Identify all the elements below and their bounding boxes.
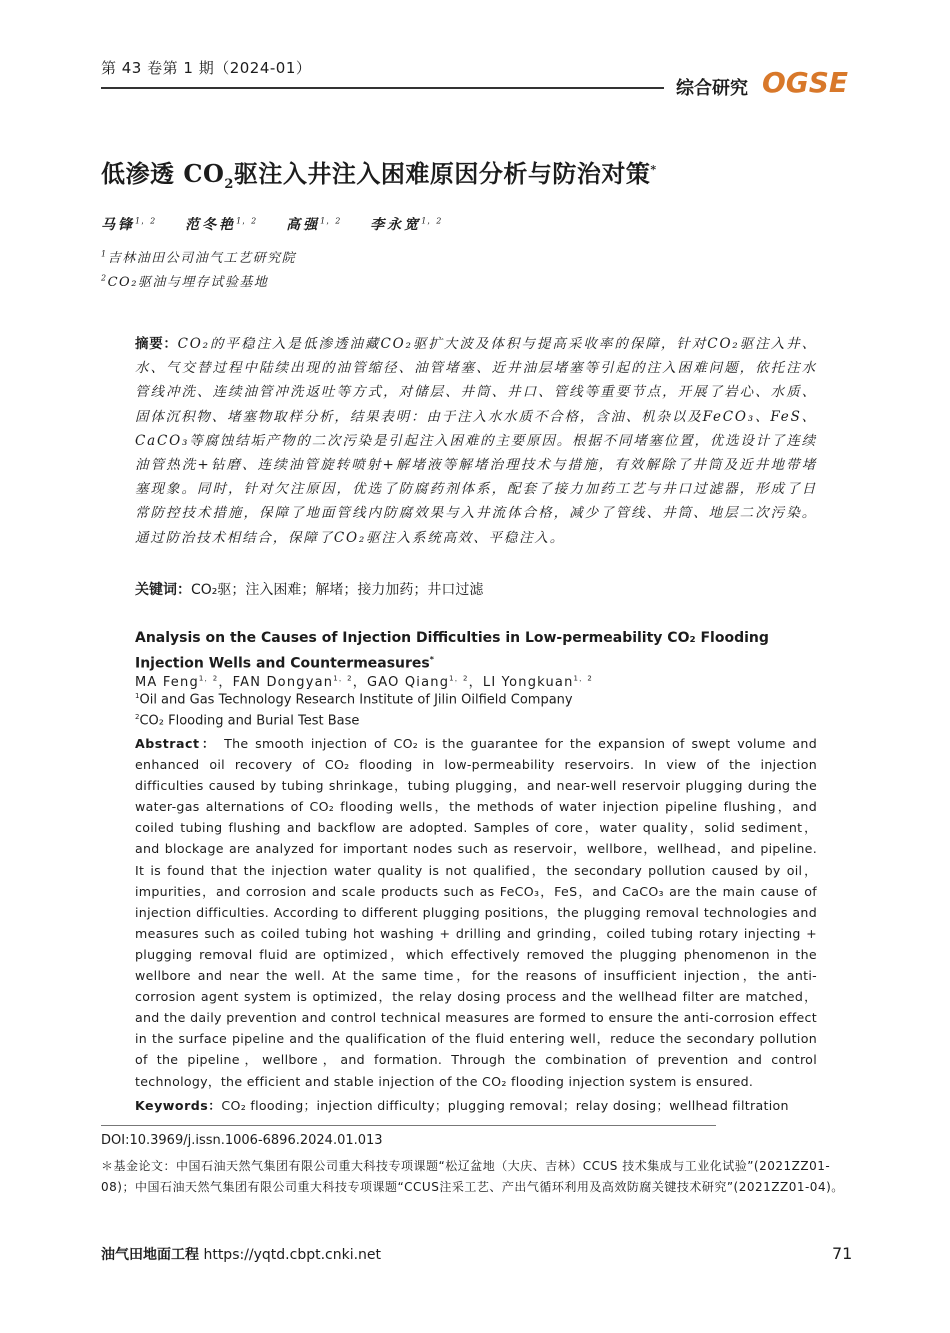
abstract-cn-text: CO₂的平稳注入是低渗透油藏CO₂驱扩大波及体积与提高采收率的保障，针对CO₂驱注入井、水、气交替过程中陆续出现的油管缩径、油管堵塞、近井油层堵塞等引起的注入困难问题，依托注水管线冲洗、连续油管冲洗返吐等方式，对储层、井筒、井口、管线等重要节点，开展了岩心、水质、固体沉积物、堵塞物取样分析，结果表明：由于注入水水质不合格，含油、机杂以及FeCO₃、FeS、CaCO₃等腐蚀结垢产物的二次污染是引起注入困难的主要原因。根据不同堵塞位置，优选设计了连续油管热洗+钻磨、连续油管旋转喷射+解堵液等解堵治理技术与措施，有效解除了井筒及近井地带堵塞现象。同时，针对欠注原因，优选了防腐药剂体系，配套了接力加药工艺与井口过滤器，形成了日常防控技术措施，保障了地面管线内防腐效果与入井流体合格，减少了管线、井筒、地层二次污染。通过防治技术相结合，保障了CO₂驱注入系统高效、平稳注入。: [135, 336, 818, 546]
journal-url[interactable]: https://yqtd.cbpt.cnki.net: [203, 1247, 382, 1263]
page-title: [101, 154, 657, 192]
abstract-en: [135, 733, 817, 1092]
journal-name: 油气田地面工程: [101, 1247, 199, 1263]
funding-note: ＊基金论文：中国石油天然气集团有限公司重大科技专项课题“松辽盆地（大庆、吉林）CCUS 技术集成与工业化试验”(2021ZZ01-08)；中国石油天然气集团有限公司重大科技专项课题“CCUS注采工艺、产出气循环利用及高效防腐关键技术研究”(2021ZZ01-04)。: [101, 1159, 844, 1194]
english-affiliation-1: $^1$Oil and Gas Technology Research Institute of Jilin Oilfield Company: [135, 692, 573, 708]
english-title: Analysis on the Causes of Injection Difficulties in Low-permeability CO₂ Flooding Injection Wells and Countermeasures*: [135, 630, 769, 672]
footer-journal: [101, 1244, 381, 1264]
author: MA Feng$^{1,2}$，: [135, 674, 233, 690]
title-sub: 2: [224, 176, 234, 192]
footnote-rule: [101, 1125, 716, 1126]
author: 马锋$^{1,2}$: [101, 216, 157, 233]
title-part1: 低渗透 CO: [101, 159, 225, 188]
page-number: 71: [832, 1244, 853, 1263]
abstract-en-label: Abstract：: [135, 736, 218, 751]
author-list: [101, 214, 466, 234]
author: GAO Qiang$^{1,2}$，: [366, 674, 483, 690]
english-author-list: [135, 671, 593, 690]
doi[interactable]: DOI:10.3969/j.issn.1006-6896.2024.01.013: [101, 1133, 383, 1148]
title-part2: 驱注入井注入困难原因分析与防治对策: [233, 159, 651, 188]
author: LI Yongkuan$^{1,2}$: [482, 674, 594, 690]
title-mark: *: [650, 163, 657, 176]
abstract-cn-label: 摘要：: [135, 336, 178, 352]
author: 李永宽$^{1,2}$: [370, 216, 443, 233]
keywords-cn-label: 关键词：: [135, 582, 191, 598]
abstract-cn: [135, 332, 817, 550]
abstract-en-text: The smooth injection of CO₂ is the guarantee for the expansion of swept volume and enhanced oil recovery of CO₂ flooding in low-permeability reservoirs. In view of the injection difficulties caused by tubing shrinkage，tubing plugging，and near-well reservoir plugging during the water-gas alternations of CO₂ flooding wells，the methods of water injection pipeline flushing，and coiled tubing flushing and backflow are adopted. Samples of core，water quality，solid sediment， and blockage are analyzed for important nodes such as reservoir，wellbore，wellhead，and pipeline. It is found that the injection water quality is not qualified，the secondary pollution caused by oil，impurities，and corrosion and scale products such as FeCO₃，FeS，and CaCO₃ are the main cause of injection difficulties. According to different plugging positions，the plugging removal technologies and measures such as coiled tubing hot washing + drilling and grinding，coiled tubing rotary injecting + plugging removal fluid are optimized，which effectively removed the plugging phenomenon in the wellbore and near the well. At the same time，for the reasons of insufficient injection，the anti-corrosion agent system is optimized，the relay dosing process and the wellhead filter are matched，and the daily prevention and control technical measures are formed to ensure the anti-corrosion effect in the surface pipeline and the qualification of the fluid entering well，reduce the secondary pollution of the pipeline，wellbore，and formation. Through the combination of prevention and control technology，the efficient and stable injection of the CO₂ flooding injection system is ensured.: [135, 736, 817, 1089]
keywords-en: [135, 1095, 817, 1114]
journal-logo: [760, 64, 850, 100]
issue-label: 第 43 卷第 1 期（2024-01）: [101, 59, 312, 77]
keywords-en-label: Keywords：: [135, 1098, 222, 1113]
english-affiliation-2: $^2$CO₂ Flooding and Burial Test Base: [135, 713, 360, 729]
keywords-cn: [135, 579, 817, 599]
logo-text: OGSE: [761, 66, 849, 99]
affiliation-2: $^2$CO₂驱油与埋存试验基地: [101, 273, 269, 290]
author: 高强$^{1,2}$: [286, 216, 342, 233]
author: FAN Dongyan$^{1,2}$，: [232, 674, 367, 690]
author: 范冬艳$^{1,2}$: [185, 216, 258, 233]
keywords-cn-text: CO₂驱；注入困难；解堵；接力加药；井口过滤: [191, 582, 484, 598]
header-rule: [101, 87, 664, 89]
affiliation-1: $^1$吉林油田公司油气工艺研究院: [101, 249, 297, 266]
keywords-en-text: CO₂ flooding；injection difficulty；plugging removal；relay dosing；wellhead filtration: [221, 1098, 789, 1113]
section-label: 综合研究: [676, 78, 748, 99]
